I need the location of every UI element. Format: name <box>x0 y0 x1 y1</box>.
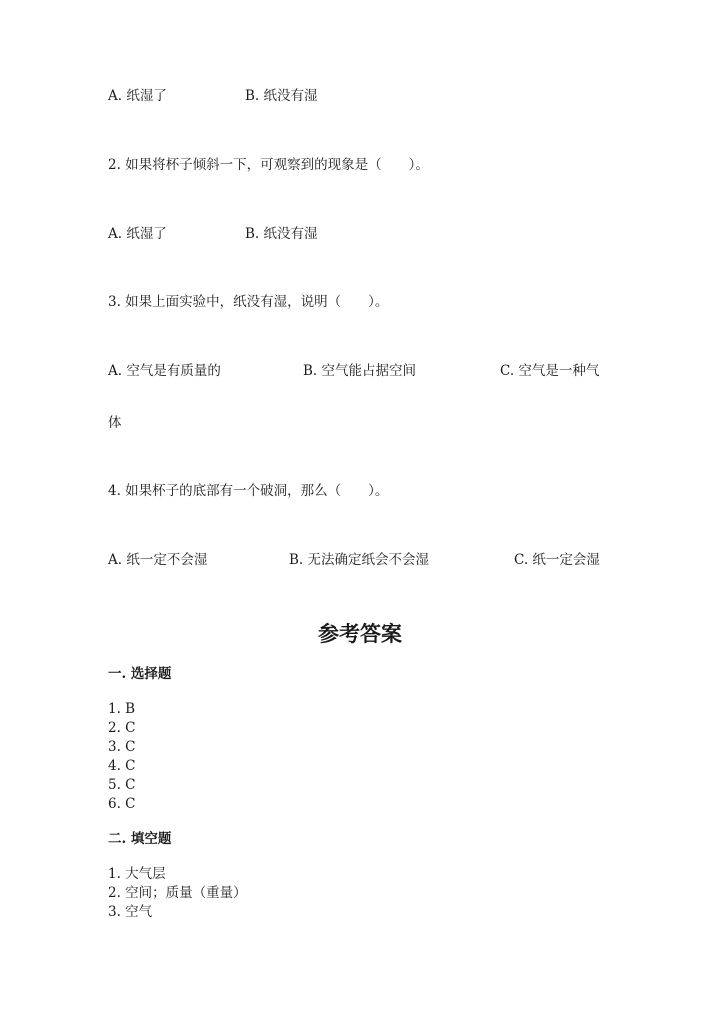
q2-option-b: B. 纸没有湿 <box>245 226 318 242</box>
list-item: 3. 空气 <box>108 904 153 920</box>
q2-stem: 2. 如果将杯子倾斜一下，可观察到的现象是（ ）。 <box>108 157 429 173</box>
q1-option-b: B. 纸没有湿 <box>245 88 318 104</box>
list-item: 1. 大气层 <box>108 866 166 882</box>
list-item: 2. 空间；质量（重量） <box>108 885 247 901</box>
list-item: 3. C <box>108 739 136 755</box>
q4-option-b: B. 无法确定纸会不会湿 <box>289 552 430 568</box>
section-heading-choice: 一. 选择题 <box>108 666 172 682</box>
q3-option-c-continued: 体 <box>108 415 122 431</box>
q3-option-c: C. 空气是一种气 <box>500 363 600 379</box>
q2-option-a: A. 纸湿了 <box>108 226 167 242</box>
fill-answer-list <box>108 865 247 922</box>
q4-stem: 4. 如果杯子的底部有一个破洞，那么（ ）。 <box>108 483 389 499</box>
q4-option-a: A. 纸一定不会湿 <box>108 552 208 568</box>
answer-key-title: 参考答案 <box>318 621 402 646</box>
q4-option-c: C. 纸一定会湿 <box>514 552 600 568</box>
list-item: 4. C <box>108 758 136 774</box>
q3-stem: 3. 如果上面实验中，纸没有湿，说明（ ）。 <box>108 294 389 310</box>
q3-option-b: B. 空气能占据空间 <box>303 363 417 379</box>
q3-option-a: A. 空气是有质量的 <box>108 363 221 379</box>
q1-option-a: A. 纸湿了 <box>108 88 167 104</box>
choice-answer-list <box>108 700 136 814</box>
list-item: 5. C <box>108 777 136 793</box>
list-item: 1. B <box>108 701 136 717</box>
section-heading-fill: 二. 填空题 <box>108 831 172 847</box>
list-item: 6. C <box>108 796 136 812</box>
list-item: 2. C <box>108 720 136 736</box>
